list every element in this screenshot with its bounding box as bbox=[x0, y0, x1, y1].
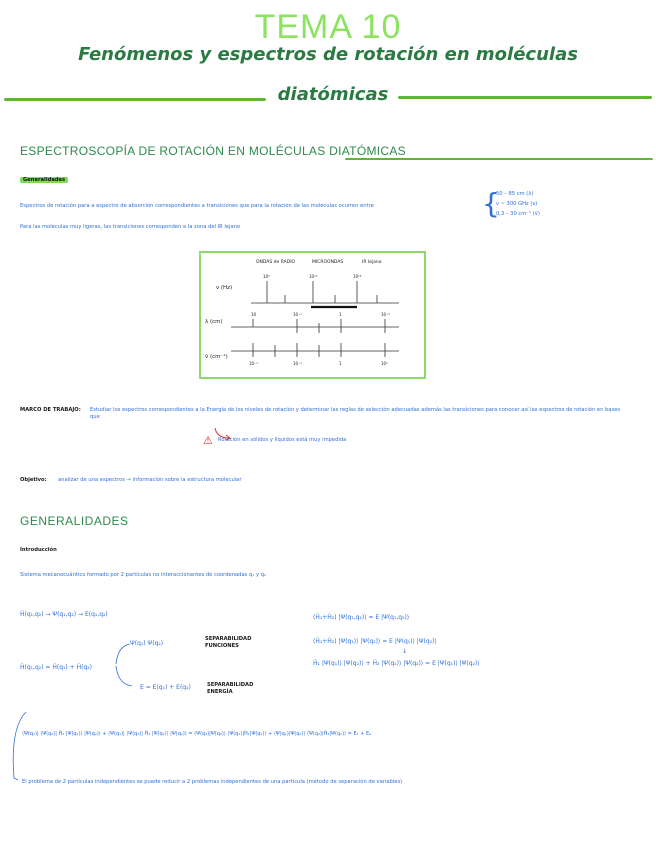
generalidades-tag-label: Generalidades bbox=[20, 177, 68, 183]
eq-left-4: E = E(q₁) + E(q₂) bbox=[140, 684, 191, 691]
spectrum-figure bbox=[199, 251, 426, 379]
rotation-spectra-line: Espectros de rotación para a espectro de absorción correspondientes a transiciones que para la rotación de las moléculas ocurren entre bbox=[20, 203, 374, 209]
note-sep-energy: SEPARABILIDAD ENERGÍA bbox=[207, 682, 254, 695]
figure-axis-lambda: λ (cm) bbox=[205, 319, 223, 325]
lambda-tick-2: 10⁻¹ bbox=[293, 312, 302, 317]
figure-axis-nu: ν (Hz) bbox=[216, 285, 233, 291]
objetivo-text: analizar de una espectros → información sobre la estructura molecular bbox=[58, 477, 242, 483]
figure-axis-wavenumber: ṽ (cm⁻¹) bbox=[205, 354, 228, 360]
eq-right-1: (Ĥ₁+Ĥ₂) |Ψ(q₁,q₂)⟩ = E |Ψ(q₁,q₂)⟩ bbox=[313, 614, 410, 621]
lambda-tick-3: 1 bbox=[339, 312, 342, 317]
marco-label: MARCO DE TRABAJO: bbox=[20, 407, 81, 413]
figure-label-radio: ONDAS de RADIO bbox=[256, 260, 296, 265]
introduccion-subheading: Introducción bbox=[20, 547, 57, 553]
objetivo-label: Objetivo: bbox=[20, 477, 47, 483]
eq-right-arrow: ↓ bbox=[402, 648, 408, 655]
figure-label-micro: MICROONDAS bbox=[312, 260, 344, 265]
section-heading-spectroscopy: ESPECTROSCOPÍA DE ROTACIÓN EN MOLÉCULAS DIATÓMICAS bbox=[20, 144, 406, 158]
branch-arrows bbox=[112, 640, 142, 690]
brace: { bbox=[482, 187, 500, 220]
brace-item-3: 0,3 – 30 cm⁻¹ (ṽ) bbox=[496, 211, 540, 217]
nu-tick-1: 10⁹ bbox=[263, 274, 270, 279]
note-sep-wave: SEPARABILIDAD FUNCIONES bbox=[205, 636, 252, 649]
wn-tick-3: 1 bbox=[339, 361, 342, 366]
brace-item-2: ν ~ 300 GHz (ν) bbox=[496, 201, 538, 207]
eq-long: ⟨Ψ(q₁)| ⟨Ψ(q₂)| Ĥ₁ |Ψ(q₁)⟩ |Ψ(q₂)⟩ + ⟨Ψ(q₁)| ⟨Ψ(q₂)| Ĥ₂ |Ψ(q₁)⟩ |Ψ(q₂)⟩ = ⟨Ψ(q₂)|Ψ(q₂)⟩ ⟨Ψ(q₁)|Ĥ₁|Ψ(q₁)⟩ + ⟨Ψ(q₁)|Ψ(q₁)⟩ ⟨Ψ(q₂)|Ĥ₂|Ψ(q₂)⟩ = E₁ + E₂ bbox=[22, 731, 372, 737]
lambda-tick-4: 10⁻³ bbox=[381, 312, 390, 317]
brace-item-1: 50 – 85 cm (λ) bbox=[496, 191, 534, 197]
eq-left-3: Ĥ(q₁,q₂) = Ĥ(q₁) + Ĥ(q₂) bbox=[20, 664, 93, 671]
section-heading-generalidades: GENERALIDADES bbox=[20, 514, 129, 528]
marco-text: Estudiar los espectros correspondientes a la Energía de los niveles de rotación y determinar las reglas de selección adecuadas además las transiciones para conocer así las espectros de rotación en bases que bbox=[90, 407, 621, 420]
wn-tick-1: 10⁻¹ bbox=[249, 361, 258, 366]
spectrum-diagram bbox=[201, 253, 424, 377]
eq-right-2: (Ĥ₁+Ĥ₂) |Ψ(q₁)⟩ |Ψ(q₂)⟩ = E |Ψ(q₁)⟩ |Ψ(q₂)⟩ bbox=[313, 638, 437, 645]
wn-tick-2: 10⁻¹ bbox=[293, 361, 302, 366]
eq-left-2: Ψ(q₁) Ψ(q₂) bbox=[130, 640, 164, 647]
conclusion-text: El problema de 2 partículas independientes se puede reducir a 2 problemas independientes de una partícula (método de separación de variables) bbox=[22, 779, 403, 785]
figure-label-ir: IR lejano bbox=[362, 260, 382, 265]
generalidades-tag bbox=[20, 177, 68, 184]
eq-left-1: Ĥ(q₁,q₂) → Ψ(q₁,q₂) → E(q₁,q₂) bbox=[20, 611, 108, 618]
eq-right-3: Ĥ₁ |Ψ(q₁)⟩ |Ψ(q₂)⟩ + Ĥ₂ |Ψ(q₁)⟩ |Ψ(q₂)⟩ = E |Ψ(q₁)⟩ |Ψ(q₂)⟩ bbox=[313, 660, 480, 667]
tema-number: TEMA 10 bbox=[254, 8, 402, 46]
title-underline-right bbox=[398, 96, 652, 99]
intro-text: Sistema mecanocuántico formado por 2 partículas no interaccionantes de coordenadas q₁ y q₂ bbox=[20, 572, 267, 578]
nu-tick-2: 10¹¹ bbox=[309, 274, 318, 279]
lambda-tick-1: 10 bbox=[251, 312, 257, 317]
wn-tick-4: 10² bbox=[381, 361, 388, 366]
ir-far-line: Para las moléculas muy ligeras, las transiciones corresponden a la zona del IR lejano bbox=[20, 224, 241, 230]
page-title-line1: Fenómenos y espectros de rotación en moléculas bbox=[78, 44, 578, 65]
warning-icon: ⚠ bbox=[203, 434, 213, 447]
nu-tick-3: 10¹³ bbox=[353, 274, 362, 279]
title-underline-left bbox=[4, 98, 266, 101]
page-title-line2: diatómicas bbox=[277, 84, 389, 105]
bracket-arrow bbox=[6, 708, 30, 788]
warning-text: Rotación en sólidos y líquidos está muy impedida bbox=[218, 437, 347, 443]
section-heading-underline bbox=[345, 158, 653, 160]
